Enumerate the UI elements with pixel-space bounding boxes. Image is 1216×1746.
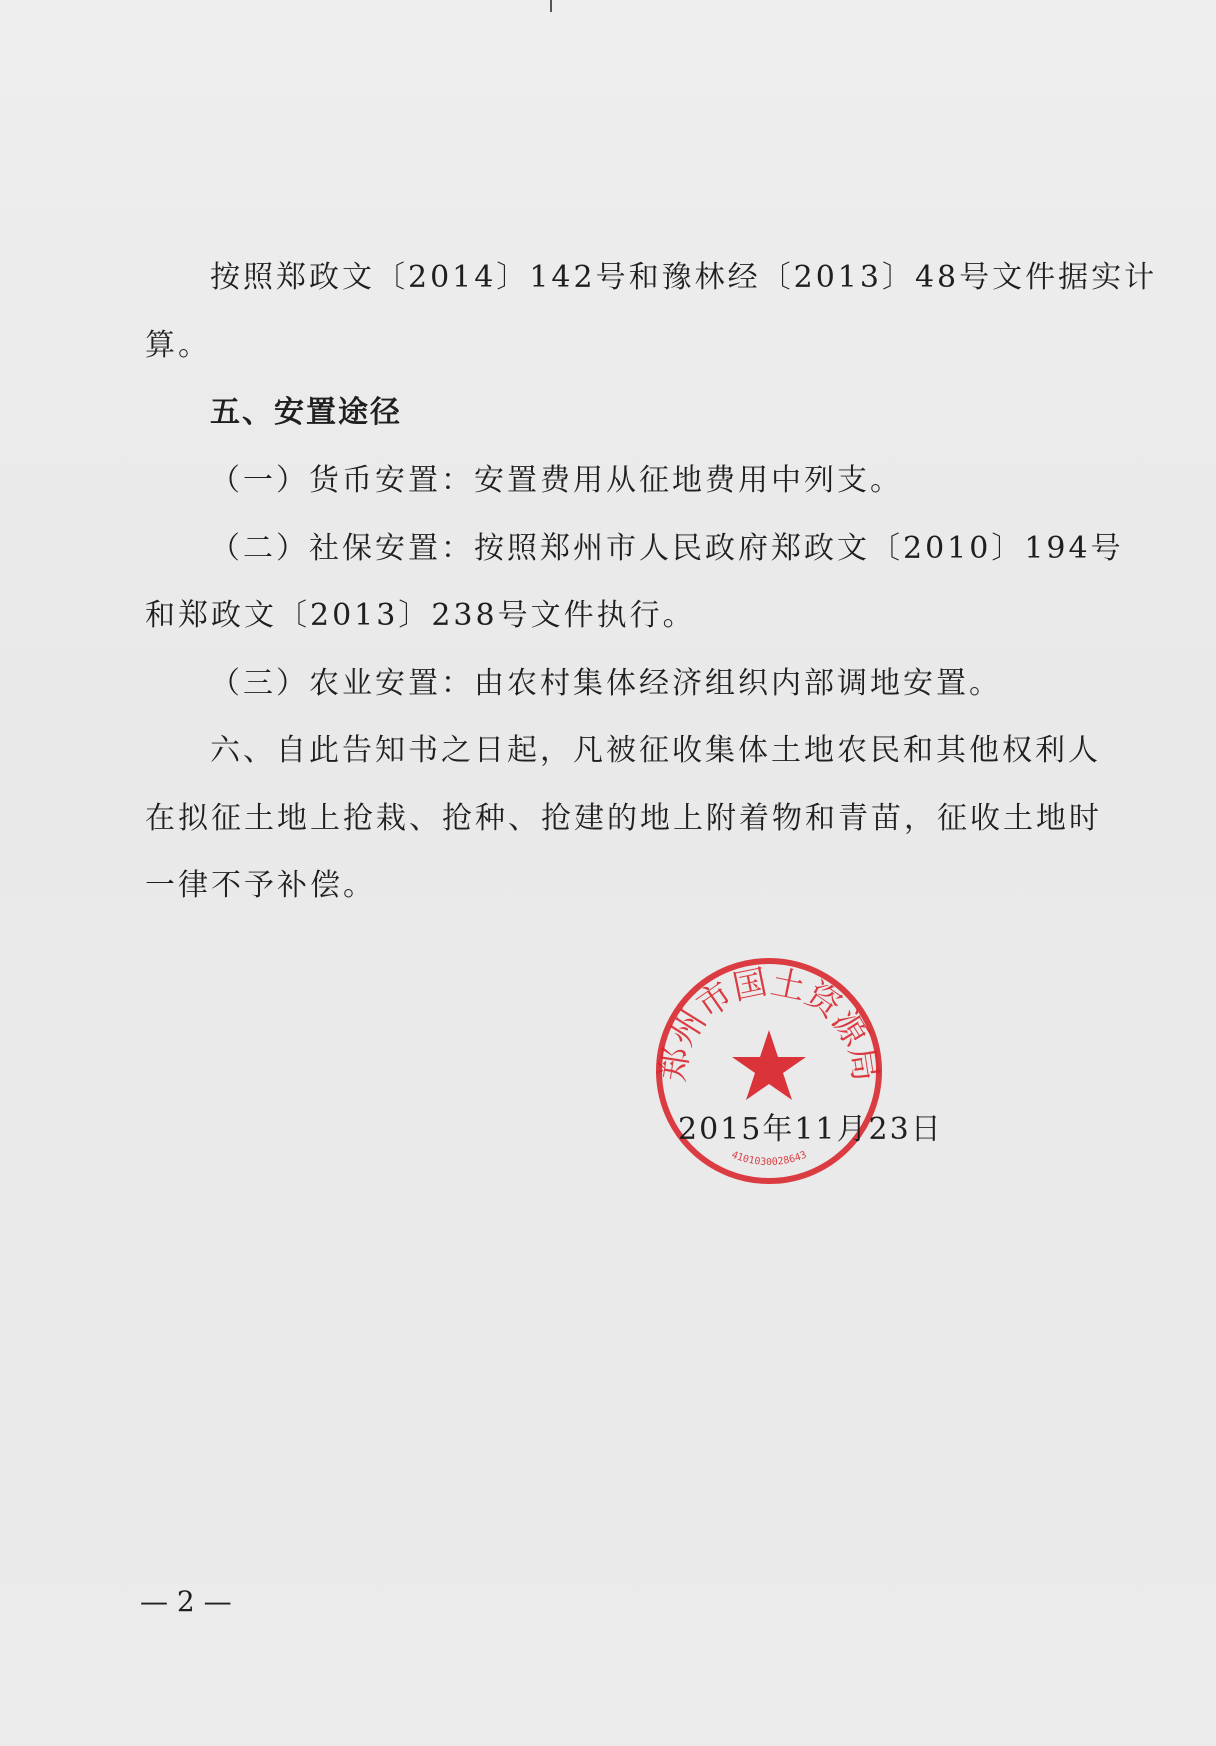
list-item: （二）社保安置：按照郑州市人民政府郑政文〔2010〕194号 xyxy=(210,531,1124,566)
document-date: 2015年11月23日 xyxy=(678,1112,943,1147)
seal-code: 4101030028643 xyxy=(729,1149,809,1169)
section-heading: 五、安置途径 xyxy=(210,395,402,430)
paragraph-line: 六、自此告知书之日起，凡被征收集体土地农民和其他权利人 xyxy=(210,733,1101,768)
scan-mark xyxy=(550,0,552,12)
star-icon xyxy=(732,1030,806,1100)
paragraph-line: 在拟征土地上抢栽、抢种、抢建的地上附着物和青苗，征收土地时 xyxy=(145,801,1102,836)
paragraph-line: 算。 xyxy=(145,328,211,363)
official-seal xyxy=(650,952,888,1190)
seal-text: 郑州市国土资源局 xyxy=(652,962,886,1084)
list-item: （三）农业安置：由农村集体经济组织内部调地安置。 xyxy=(210,666,1002,701)
paragraph-line: 按照郑政文〔2014〕142号和豫林经〔2013〕48号文件据实计 xyxy=(210,260,1158,295)
list-item: （一）货币安置：安置费用从征地费用中列支。 xyxy=(210,463,903,498)
paragraph-line: 一律不予补偿。 xyxy=(145,868,376,903)
page-number: — 2 — xyxy=(140,1585,232,1618)
paragraph-line: 和郑政文〔2013〕238号文件执行。 xyxy=(145,598,696,633)
